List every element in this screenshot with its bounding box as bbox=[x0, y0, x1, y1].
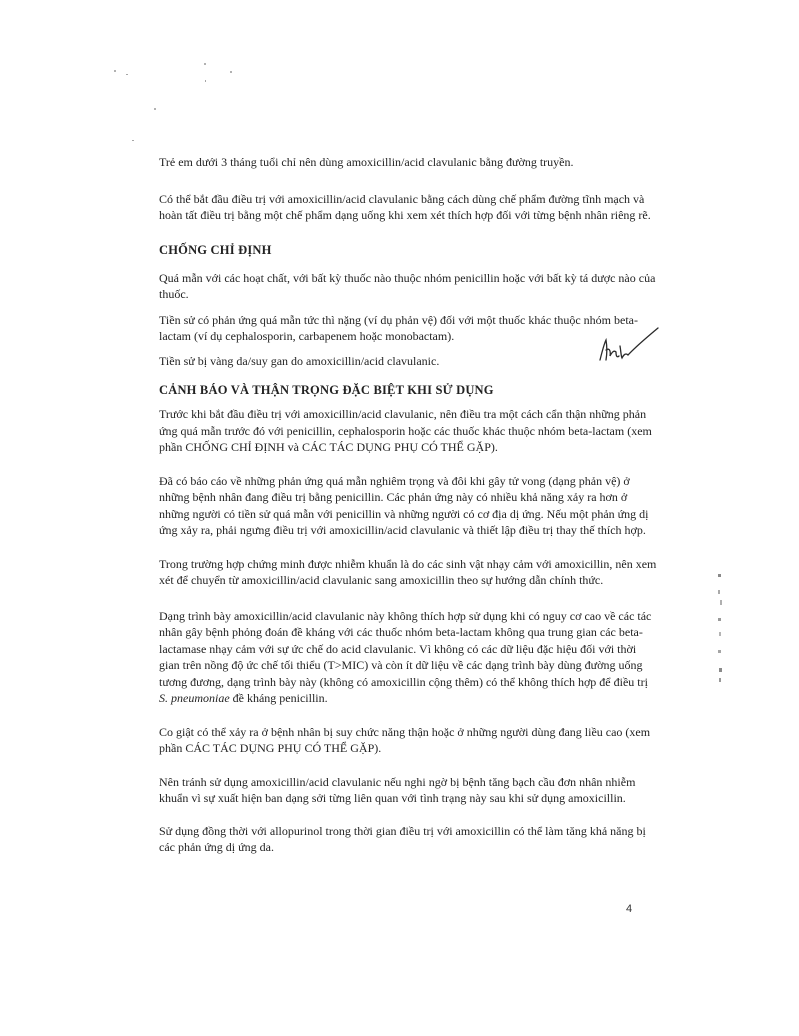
paragraph: Có thể bắt đầu điều trị với amoxicillin/acid clavulanic bằng cách dùng chế phẩm đường tĩnh mạch và hoàn tất điều trị bằng một chế phẩm dạng uống khi xem xét thích hợp đối với từng bệnh nhân riêng rẽ. bbox=[159, 191, 651, 222]
margin-scan-marks bbox=[714, 572, 726, 687]
scan-speck bbox=[230, 71, 232, 73]
paragraph: Tiền sử bị vàng da/suy gan do amoxicillin/acid clavulanic. bbox=[159, 353, 440, 368]
page-number: 4 bbox=[626, 903, 633, 915]
paragraph: Tiền sử có phản ứng quá mẫn tức thì nặng (ví dụ phản vệ) đối với một thuốc khác thuộc nhóm beta-lactam (ví dụ cephalosporin, carbapenem hoặc monobactam). bbox=[159, 312, 638, 343]
document-body bbox=[159, 140, 659, 856]
paragraph: Trước khi bắt đầu điều trị với amoxicillin/acid clavulanic, nên điều tra một cách cẩn thận những phản ứng quá mẫn trước đó với penicillin, cephalosporin hoặc các thuốc khác thuộc nhóm beta-lactam (xem phần CHỐNG CHỈ ĐỊNH và CÁC TÁC DỤNG PHỤ CÓ THỂ GẶP). bbox=[159, 407, 652, 454]
scan-speck bbox=[126, 74, 128, 75]
paragraph: Nên tránh sử dụng amoxicillin/acid clavulanic nếu nghi ngờ bị bệnh tăng bạch cầu đơn nhân nhiễm khuẩn vì sự xuất hiện ban dạng sởi từng liên quan với tình trạng này sau khi sử dụng amoxicillin. bbox=[159, 774, 636, 805]
section-heading: CHỐNG CHỈ ĐỊNH bbox=[159, 242, 272, 257]
paragraph: Trong trường hợp chứng minh được nhiễm khuẩn là do các sinh vật nhạy cảm với amoxicillin, nên xem xét để chuyển từ amoxicillin/acid clavulanic sang amoxicillin theo sự hướng dẫn chính thức. bbox=[159, 556, 657, 587]
paragraph-text: Dạng trình bày amoxicillin/acid clavulanic này không thích hợp sử dụng khi có nguy cơ cao về các tác nhân gây bệnh phỏng đoán đề kháng với các thuốc nhóm beta-lactam không qua trung gian các beta-lactamase nhạy cảm với sự ức chế do acid clavulanic. Vì không có các dữ liệu đặc hiệu đối với thời gian trên nồng độ ức chế tối thiểu (T>MIC) và còn ít dữ liệu về các dạng trình bày dùng đường uống tương đương, dạng trình bày này (không có amoxicillin cộng thêm) có thể không thích hợp để điều trị bbox=[159, 608, 652, 689]
paragraph: Quá mẫn với các hoạt chất, với bất kỳ thuốc nào thuộc nhóm penicillin hoặc với bất kỳ tá dược nào của thuốc. bbox=[159, 270, 656, 301]
paragraph bbox=[159, 608, 659, 707]
paragraph: Trẻ em dưới 3 tháng tuổi chỉ nên dùng amoxicillin/acid clavulanic bằng đường truyền. bbox=[159, 155, 574, 169]
paragraph: Co giật có thể xảy ra ở bệnh nhân bị suy chức năng thận hoặc ở những người dùng đang liều cao (xem phần CÁC TÁC DỤNG PHỤ CÓ THỂ GẶP). bbox=[159, 724, 651, 755]
paragraph: Sử dụng đồng thời với allopurinol trong thời gian điều trị với amoxicillin có thể làm tăng khả năng bị các phản ứng dị ứng da. bbox=[159, 823, 646, 854]
scan-speck bbox=[204, 63, 206, 65]
scan-speck bbox=[114, 70, 116, 72]
scan-speck bbox=[154, 108, 156, 110]
paragraph: Đã có báo cáo về những phản ứng quá mẫn nghiêm trọng và đôi khi gây tử vong (dạng phản vệ) ở những bệnh nhân đang điều trị bằng penicillin. Các phản ứng này có nhiều khả năng xảy ra hơn ở những người có tiền sử quá mẫn với penicillin và những người có cơ địa dị ứng. Nếu một phản ứng dị ứng xảy ra, phải ngưng điều trị với amoxicillin/acid clavulanic và thiết lập điều trị thay thế thích hợp. bbox=[159, 473, 649, 537]
scan-speck bbox=[205, 80, 206, 82]
italic-organism-name: S. pneumoniae bbox=[159, 691, 230, 705]
section-heading: CẢNH BÁO VÀ THẬN TRỌNG ĐẶC BIỆT KHI SỬ DỤNG bbox=[159, 383, 494, 397]
paragraph-text: đề kháng penicillin. bbox=[229, 691, 328, 705]
scan-speck bbox=[132, 140, 134, 141]
